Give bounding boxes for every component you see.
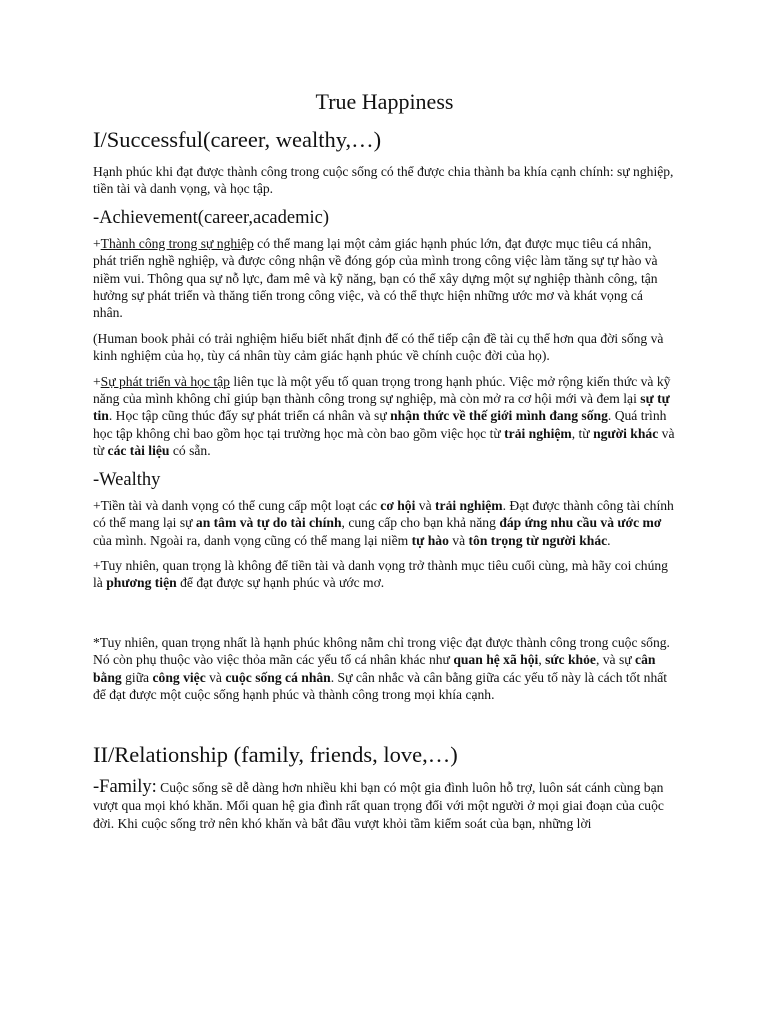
section-1-intro: Hạnh phúc khi đạt được thành công trong cuộc sống có thể được chia thành ba khía cạnh chính: sự nghiệp, tiền tài và danh vọng, và học tập. — [93, 164, 674, 197]
section-2-heading: II/Relationship (family, friends, love,…) — [93, 742, 458, 768]
section-1-heading: I/Successful(career, wealthy,…) — [93, 127, 382, 152]
document-page — [93, 88, 676, 841]
spacer — [93, 600, 676, 634]
learning-paragraph: +Sự phát triển và học tập liên tục là một yếu tố quan trọng trong hạnh phúc. Việc mở rộng kiến thức và kỹ năng của mình không chỉ giúp bạn thành công trong sự nghiệp, mà còn mở ra cơ hội mới và đem lại sự tự tin. Học tập cũng thúc đẩy sự phát triển cá nhân và sự nhận thức về thế giới mình đang sống. Quá trình học tập không chỉ bao gồm học tại trường học mà còn bao gồm việc học từ trải nghiệm, từ người khác và từ các tài liệu có sẵn. — [93, 373, 675, 459]
learning-underline: Sự phát triển và học tập — [100, 373, 230, 389]
spacer — [93, 711, 676, 741]
wealth-caution-paragraph: +Tuy nhiên, quan trọng là không để tiền tài và danh vọng trở thành mục tiêu cuối cùng, mà hãy coi chúng là phương tiện để đạt được sự hạnh phúc và ước mơ. — [93, 557, 668, 591]
wealth-paragraph: +Tiền tài và danh vọng có thể cung cấp một loạt các cơ hội và trải nghiệm. Đạt được thành công tài chính có thể mang lại sự an tâm và tự do tài chính, cung cấp cho bạn khả năng đáp ứng nhu cầu và ước mơ của mình. Ngoài ra, danh vọng cũng có thể mang lại niềm tự hào và tôn trọng từ người khác. — [93, 497, 674, 548]
career-underline: Thành công trong sự nghiệp — [100, 235, 254, 251]
career-paragraph: +Thành công trong sự nghiệp có thể mang lại một cảm giác hạnh phúc lớn, đạt được mục tiêu cá nhân, phát triển nghề nghiệp, và được công nhận về đóng góp của mình trong công việc làm tăng sự tự hào và niềm vui. Thông qua sự nỗ lực, đam mê và kỹ năng, bạn có thể xây dựng một sự nghiệp thành công, tận hưởng sự phát triển và thăng tiến trong công việc, và có thể thực hiện những ước mơ và khát vọng cá nhân. — [93, 235, 658, 321]
achievement-heading: -Achievement(career,academic) — [93, 207, 329, 228]
human-book-note: (Human book phải có trải nghiệm hiểu biết nhất định để có thể tiếp cận đề tài cụ thể hơn qua đời sống và kinh nghiệm của họ, tùy cá nhân tùy cảm giác hạnh phúc về chính cuộc đời của họ). — [93, 330, 664, 364]
family-paragraph: -Family: Cuộc sống sẽ dễ dàng hơn nhiều khi bạn có một gia đình luôn hỗ trợ, luôn sát cánh cùng bạn vượt qua mọi khó khăn. Mối quan hệ gia đình rất quan trọng đối với một người ở mọi giai đoạn của cuộc đời. Khi cuộc sống trở nên khó khăn và bắt đầu vượt khỏi tầm kiểm soát của bạn, những lời — [93, 777, 664, 832]
wealthy-heading: -Wealthy — [93, 469, 161, 490]
balance-note: *Tuy nhiên, quan trọng nhất là hạnh phúc không nằm chỉ trong việc đạt được thành công trong cuộc sống. Nó còn phụ thuộc vào việc thỏa mãn các yếu tố cá nhân khác như quan hệ xã hội, sức khỏe, và sự cân bằng giữa công việc và cuộc sống cá nhân. Sự cân nhắc và cân bằng giữa các yếu tố này là cách tốt nhất để đạt được một cuộc sống hạnh phúc và thành công trong mọi khía cạnh. — [93, 634, 670, 702]
document-title: True Happiness — [315, 89, 454, 114]
family-lead: -Family: — [93, 777, 157, 798]
